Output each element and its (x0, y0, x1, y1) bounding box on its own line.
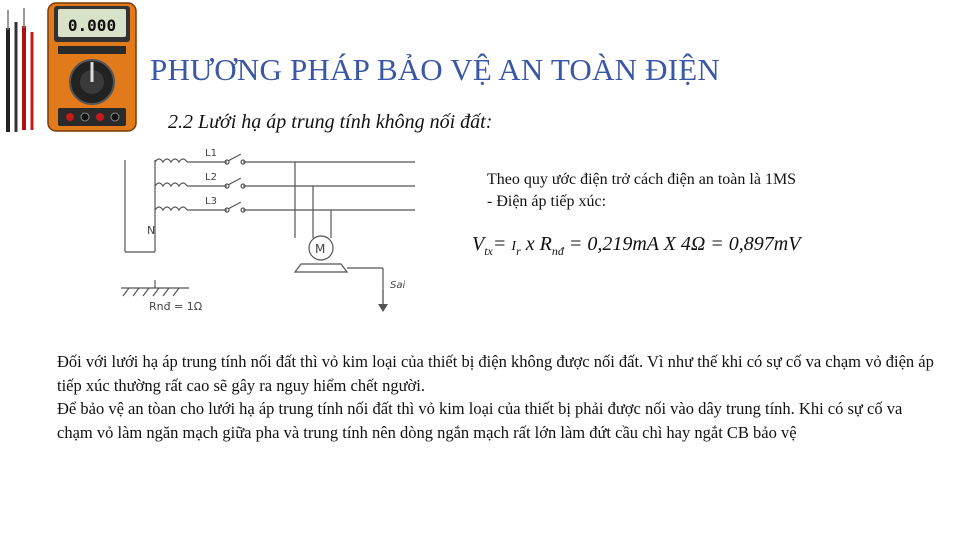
label-l1: L1 (205, 148, 217, 159)
multimeter-image (0, 0, 140, 140)
contact-voltage-formula (472, 233, 800, 259)
label-motor: M (315, 242, 326, 256)
label-resistance: Rnđ = 1Ω (149, 300, 203, 313)
slide-subtitle: 2.2 Lưới hạ áp trung tính không nối đất: (168, 111, 493, 133)
label-fault: Sai (390, 280, 406, 291)
info-line-1: Theo quy ước điện trở cách điện an toàn là 1MS (487, 171, 797, 188)
svg-text:0.000: 0.000 (67, 16, 117, 35)
paragraph-1: Đối với lưới hạ áp trung tính nối đất thì vỏ kim loại của thiết bị điện không được nối đất. Vì như thế khi có sự cố va chạm vỏ điện áp tiếp xúc thường rất cao sẽ gây ra nguy hiểm chết người. (57, 352, 934, 395)
formula-v-sub: tx (484, 244, 493, 258)
slide-title: PHƯƠNG PHÁP BẢO VỆ AN TOÀN ĐIỆN (150, 52, 720, 87)
formula-i: I (511, 239, 517, 254)
label-neutral: N (147, 224, 156, 237)
formula-r-sub: nđ (551, 244, 564, 258)
formula-eq: = (492, 233, 512, 255)
formula-i-sub: r (516, 244, 521, 258)
label-l3: L3 (205, 196, 217, 207)
circuit-diagram (115, 140, 430, 325)
test-leads (8, 8, 32, 132)
info-text (487, 169, 796, 213)
label-l2: L2 (205, 172, 217, 183)
info-line-2: - Điện áp tiếp xúc: (487, 193, 607, 210)
coil-l3 (155, 207, 187, 210)
formula-result: = 0,219mA X 4Ω = 0,897mV (563, 233, 801, 255)
coil-l2 (155, 183, 187, 186)
coil-l1 (155, 159, 187, 162)
formula-v: V (472, 233, 485, 255)
paragraph-2: Để bảo vệ an tòan cho lưới hạ áp trung tính nối đất thì vỏ kim loại của thiết bị phải được nối vào dây trung tính. Khi có sự cố va chạm vỏ làm ngăn mạch giữa pha và trung tính nên dòng ngắn mạch rất lớn làm đứt cầu chì hay ngắt CB bảo vệ (57, 399, 903, 442)
body-text (57, 350, 937, 444)
formula-mid: x R (520, 233, 552, 255)
